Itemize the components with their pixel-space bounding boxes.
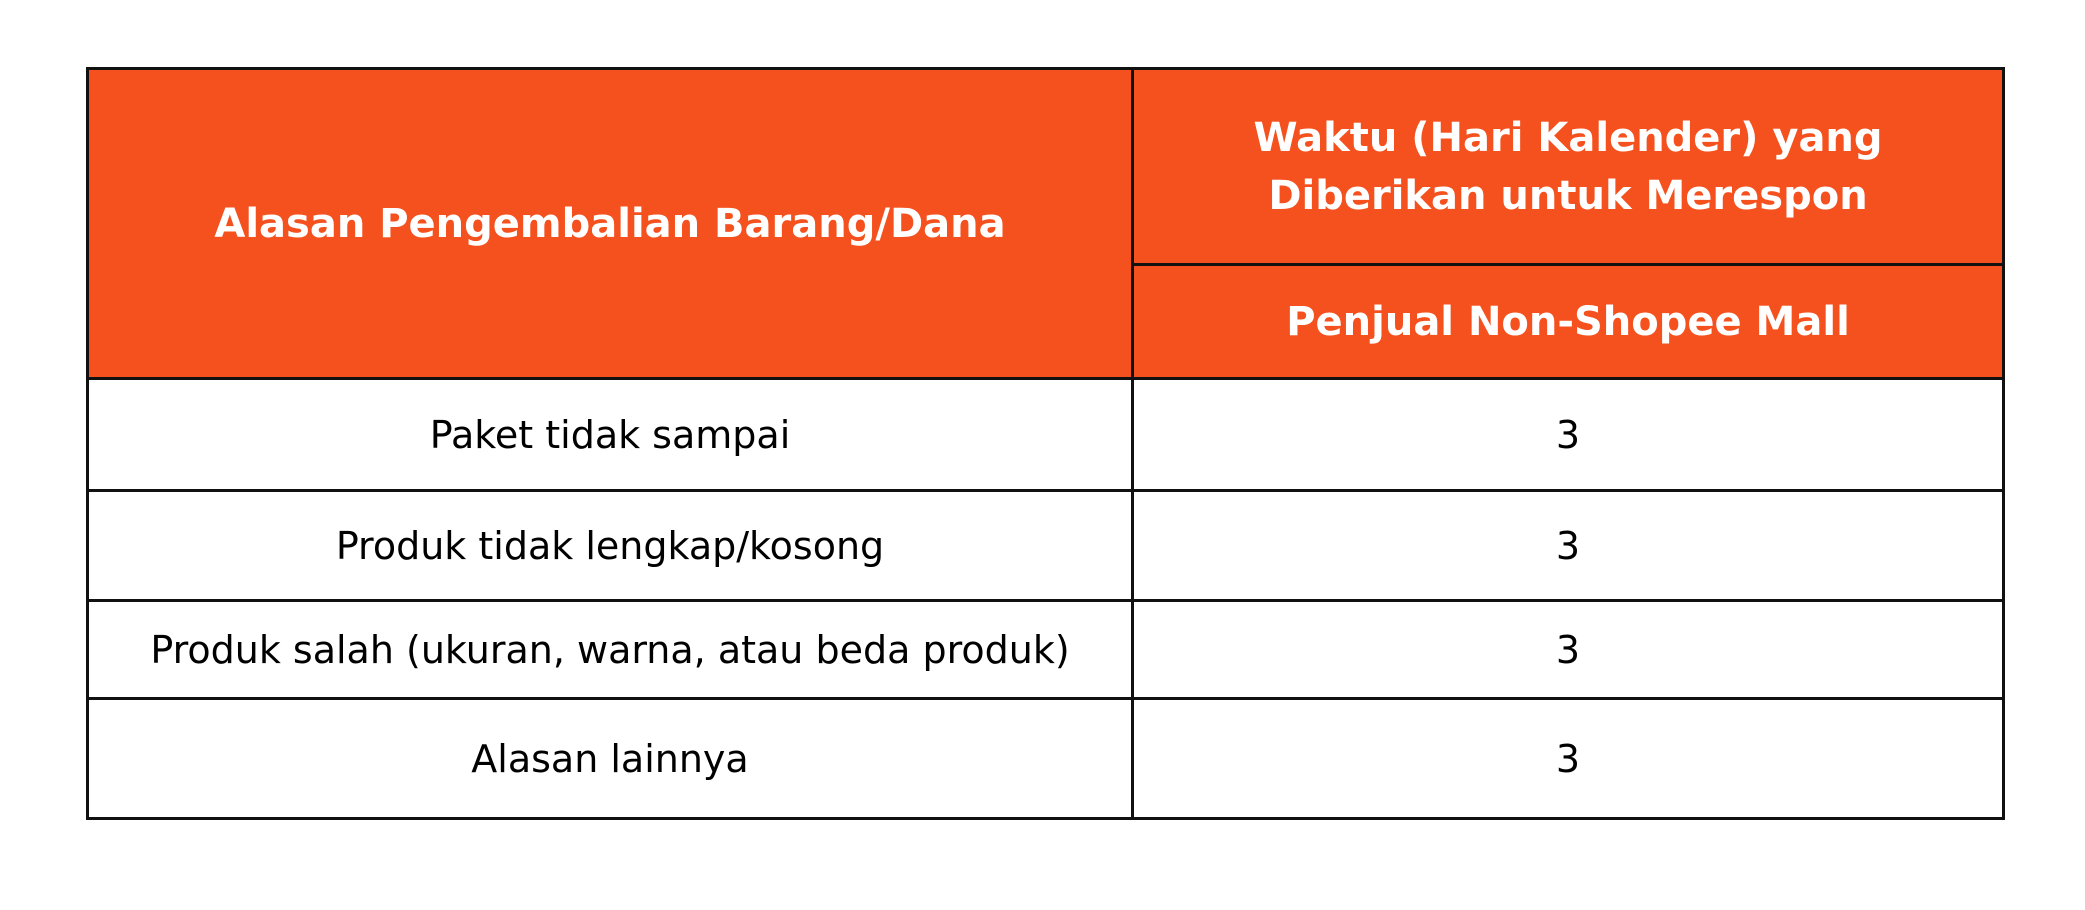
return-response-time-table [86, 67, 2005, 820]
reason-column-header: Alasan Pengembalian Barang/Dana [88, 69, 1133, 379]
table-row [88, 601, 2004, 699]
days-cell: 3 [1133, 699, 2004, 819]
return-response-time-table-container [86, 67, 2002, 820]
seller-type-subheader: Penjual Non-Shopee Mall [1133, 265, 2004, 379]
table-row [88, 491, 2004, 601]
days-cell: 3 [1133, 601, 2004, 699]
table-row [88, 699, 2004, 819]
response-time-header-line1: Waktu (Hari Kalender) yang [1253, 114, 1883, 161]
days-cell: 3 [1133, 379, 2004, 491]
reason-cell: Paket tidak sampai [88, 379, 1133, 491]
reason-cell: Alasan lainnya [88, 699, 1133, 819]
reason-cell: Produk tidak lengkap/kosong [88, 491, 1133, 601]
table-header-row [88, 69, 2004, 265]
response-time-column-header [1133, 69, 2004, 265]
days-cell: 3 [1133, 491, 2004, 601]
table-row [88, 379, 2004, 491]
response-time-header-line2: Diberikan untuk Merespon [1268, 172, 1868, 219]
reason-cell: Produk salah (ukuran, warna, atau beda produk) [88, 601, 1133, 699]
